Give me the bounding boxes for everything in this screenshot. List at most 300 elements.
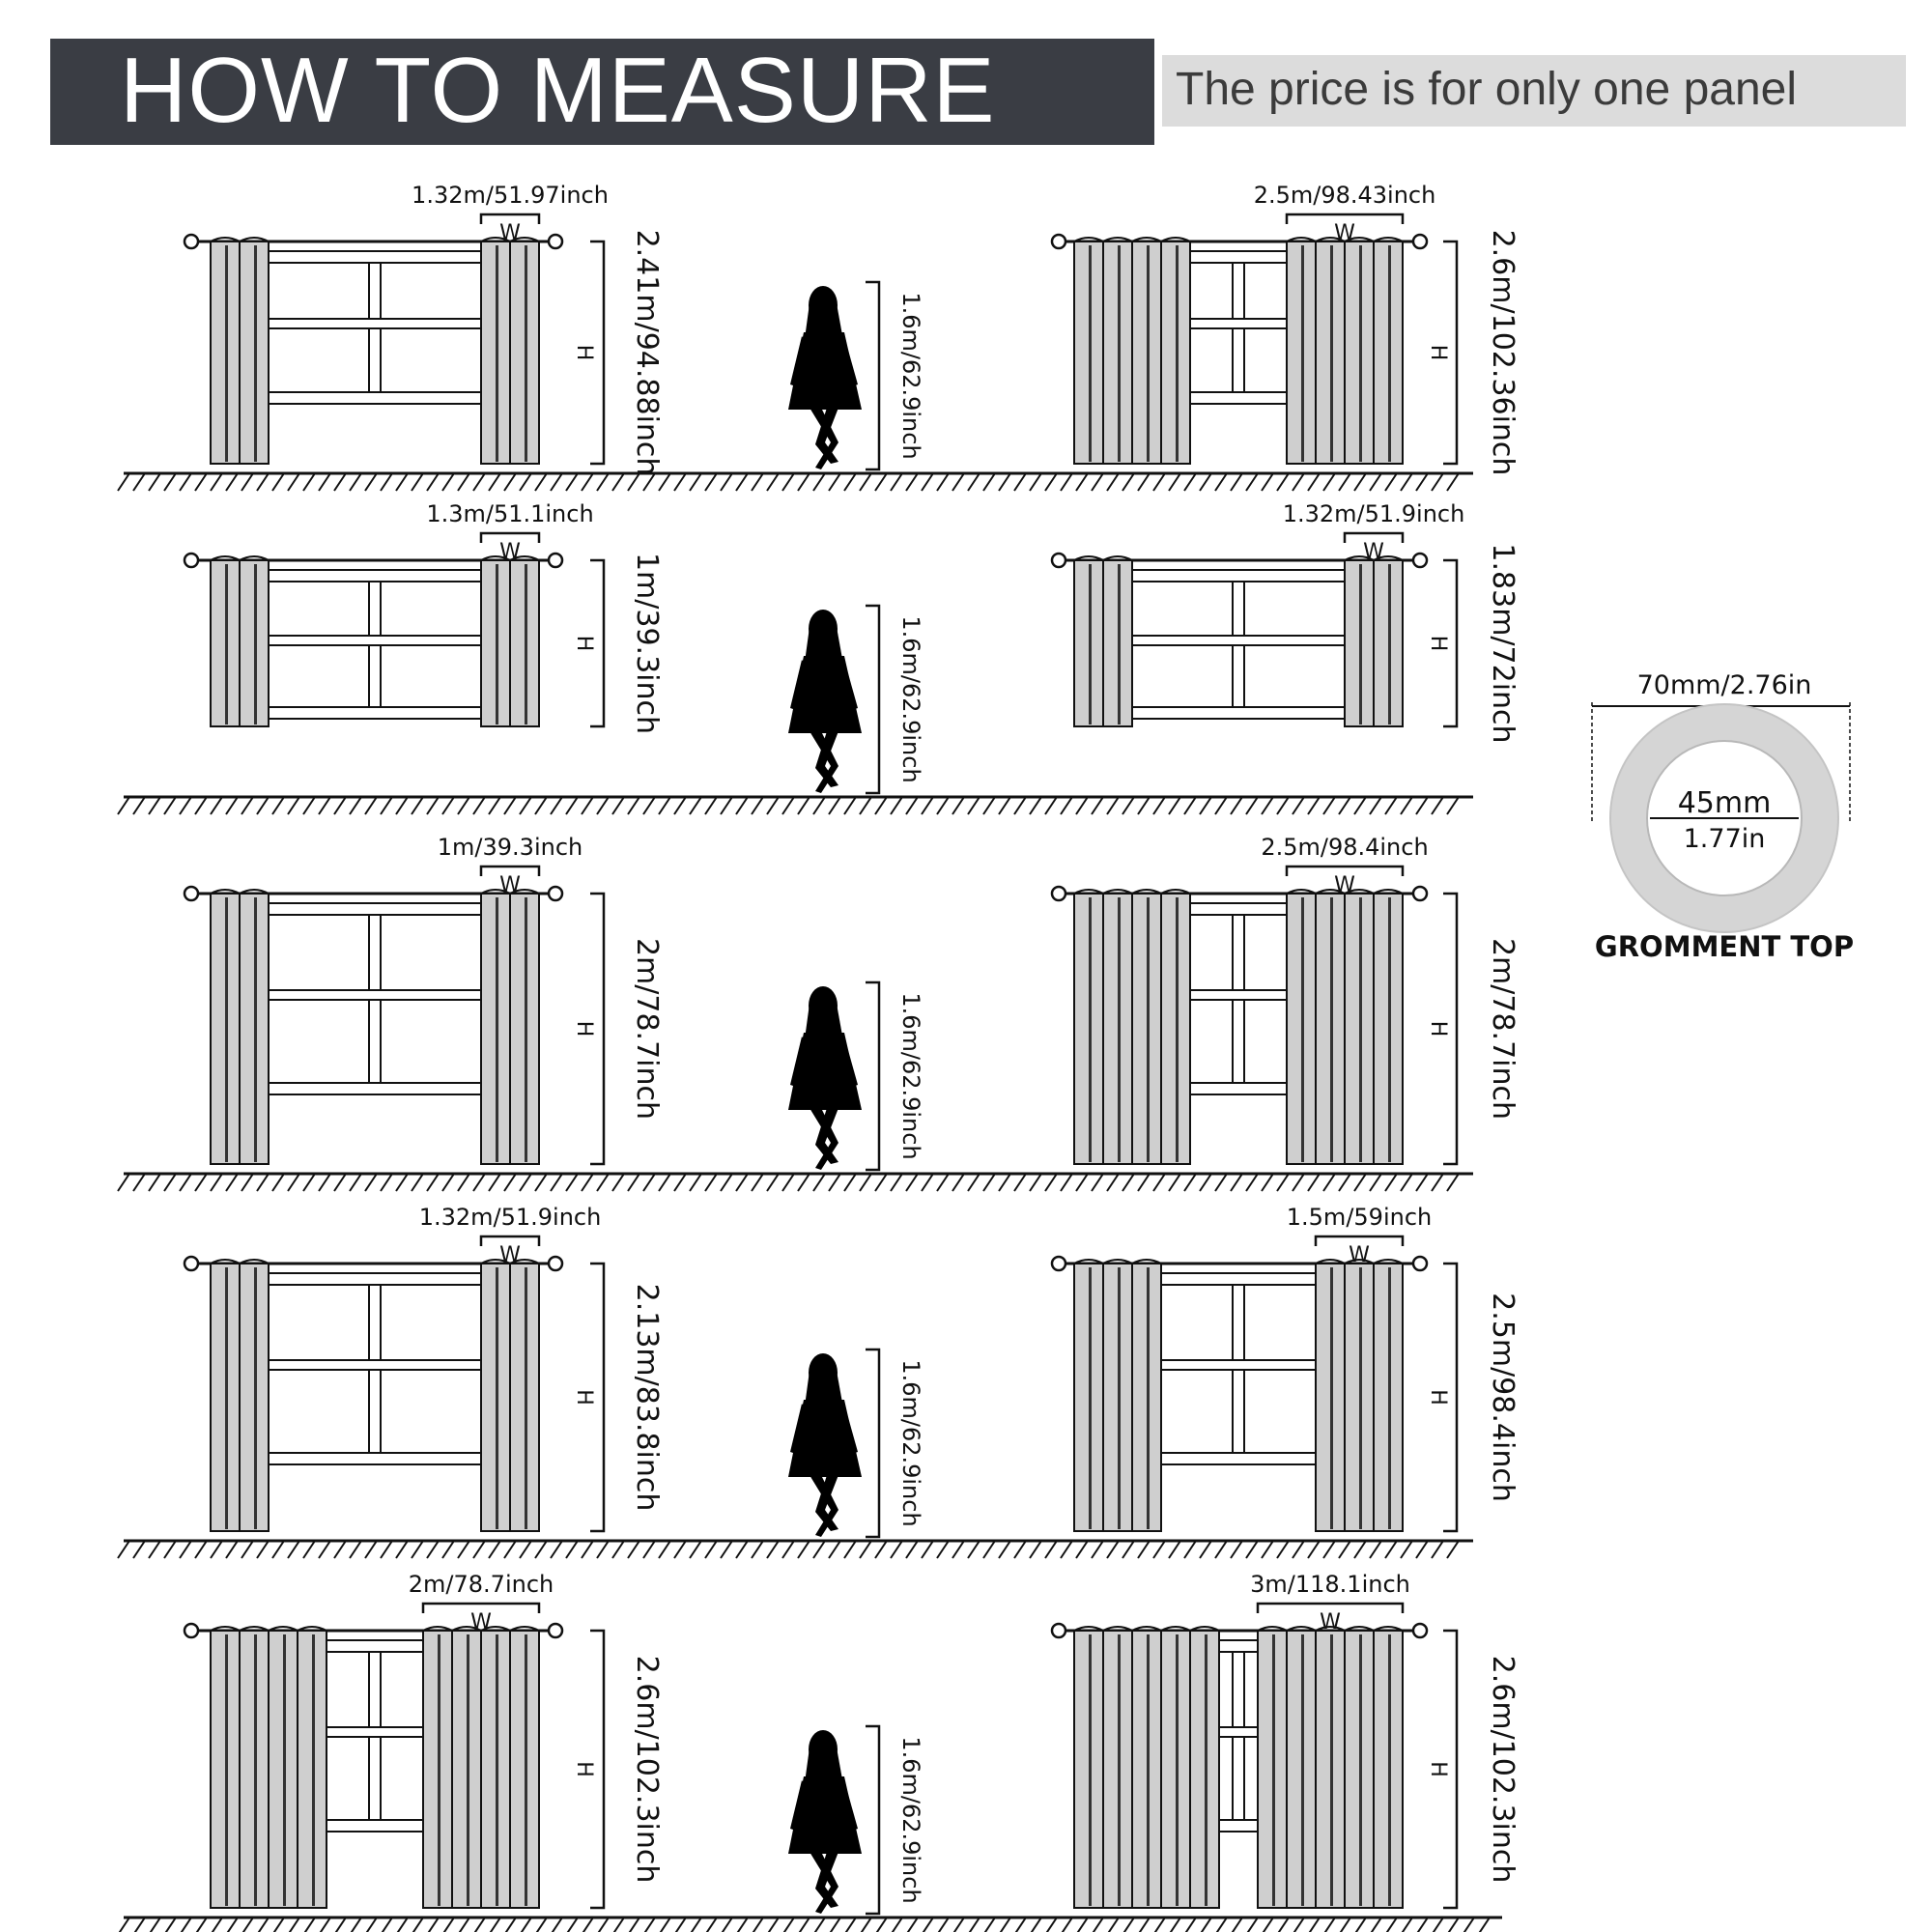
floor-hatch — [1014, 1174, 1026, 1191]
rod-finial-right — [1413, 235, 1427, 248]
floor-hatch — [1215, 797, 1227, 814]
floor-hatch — [551, 1918, 562, 1932]
floor-hatch — [612, 1918, 624, 1932]
floor-hatch — [1200, 797, 1211, 814]
width-marker: W — [1349, 1243, 1370, 1267]
floor-hatch — [1107, 1174, 1119, 1191]
floor-hatch — [381, 1174, 392, 1191]
floor-hatch — [906, 797, 918, 814]
floor-hatch — [1122, 1918, 1134, 1932]
floor-hatch — [1432, 1174, 1443, 1191]
rod-finial-left — [185, 887, 198, 900]
window-sill — [1186, 1083, 1291, 1094]
floor-hatch — [736, 797, 748, 814]
floor-hatch — [659, 1918, 670, 1932]
floor-hatch — [442, 473, 454, 491]
floor-hatch — [520, 1918, 531, 1932]
floor-hatch — [767, 1918, 779, 1932]
window-lintel — [265, 251, 485, 263]
floor-hatch — [952, 1174, 964, 1191]
floor-hatch — [319, 473, 330, 491]
floor-hatch — [1122, 1174, 1134, 1191]
floor-hatch — [752, 473, 763, 491]
floor-hatch — [427, 1541, 439, 1558]
width-label: 3m/118.1inch — [1250, 1571, 1410, 1598]
floor-hatch — [1045, 1174, 1057, 1191]
floor-hatch — [829, 473, 840, 491]
floor-hatch — [1092, 473, 1103, 491]
floor-hatch — [350, 1918, 361, 1932]
floor-hatch — [612, 797, 624, 814]
floor-hatch — [566, 1918, 578, 1932]
floor-hatch — [736, 1541, 748, 1558]
floor-hatch — [1308, 1541, 1320, 1558]
floor-hatch — [1401, 1174, 1412, 1191]
floor-hatch — [628, 1541, 639, 1558]
floor-hatch — [396, 473, 408, 491]
floor-hatch — [303, 797, 315, 814]
floor-hatch — [1153, 473, 1165, 491]
floor-hatch — [504, 473, 516, 491]
floor-hatch — [1308, 797, 1320, 814]
width-label: 1.5m/59inch — [1286, 1204, 1433, 1231]
person-height-bracket — [866, 982, 879, 1170]
floor-hatch — [272, 1918, 284, 1932]
floor-hatch — [1076, 1541, 1088, 1558]
rod-finial-right — [1413, 554, 1427, 567]
floor-hatch — [149, 1541, 160, 1558]
floor-hatch — [813, 1174, 825, 1191]
floor-hatch — [705, 473, 717, 491]
floor-hatch — [1107, 1541, 1119, 1558]
floor-hatch — [427, 1918, 439, 1932]
floor-hatch — [1169, 1174, 1180, 1191]
floor-hatch — [226, 797, 238, 814]
width-marker: W — [499, 221, 521, 245]
floor-hatch — [412, 1174, 423, 1191]
floor-hatch — [937, 473, 949, 491]
floor-hatch — [334, 797, 346, 814]
floor-hatch — [983, 1541, 995, 1558]
floor-hatch — [180, 1918, 191, 1932]
floor-hatch — [690, 1541, 701, 1558]
window-transom — [323, 1727, 427, 1737]
floor-hatch — [1277, 1918, 1289, 1932]
window-sill — [265, 392, 485, 404]
floor-hatch — [350, 1541, 361, 1558]
floor-hatch — [1447, 797, 1459, 814]
window-sill — [1157, 1453, 1320, 1464]
floor-hatch — [1030, 797, 1041, 814]
floor-hatch — [952, 797, 964, 814]
window-lintel — [1186, 903, 1291, 915]
floor-hatch — [1030, 1918, 1041, 1932]
floor-hatch — [489, 1174, 500, 1191]
floor-hatch — [427, 473, 439, 491]
floor-hatch — [752, 797, 763, 814]
floor-hatch — [782, 797, 794, 814]
floor-hatch — [1215, 1541, 1227, 1558]
floor-hatch — [875, 797, 887, 814]
floor-hatch — [767, 1174, 779, 1191]
floor-hatch — [983, 1918, 995, 1932]
floor-hatch — [1030, 473, 1041, 491]
floor-hatch — [1215, 1174, 1227, 1191]
floor-hatch — [1370, 473, 1381, 491]
floor-hatch — [412, 1918, 423, 1932]
floor-hatch — [180, 1541, 191, 1558]
floor-hatch — [1432, 797, 1443, 814]
floor-hatch — [1014, 1541, 1026, 1558]
floor-hatch — [242, 1174, 253, 1191]
window-sill — [1128, 707, 1349, 719]
person-height-label: 1.6m/62.9inch — [897, 292, 924, 460]
rod-finial-right — [549, 887, 562, 900]
floor-hatch — [597, 1174, 609, 1191]
floor-hatch — [922, 473, 933, 491]
floor-hatch — [1231, 797, 1242, 814]
floor-hatch — [1432, 473, 1443, 491]
floor-hatch — [813, 1541, 825, 1558]
rod-finial-left — [1052, 235, 1065, 248]
floor-hatch — [999, 1918, 1010, 1932]
floor-hatch — [520, 1174, 531, 1191]
floor-hatch — [566, 1174, 578, 1191]
rod-finial-right — [549, 235, 562, 248]
floor-hatch — [643, 473, 655, 491]
width-label: 2.5m/98.43inch — [1253, 182, 1436, 209]
floor-hatch — [211, 473, 222, 491]
floor-hatch — [1416, 473, 1428, 491]
floor-hatch — [891, 1541, 902, 1558]
floor-hatch — [582, 473, 593, 491]
width-marker: W — [1320, 1610, 1341, 1634]
window-sill — [323, 1820, 427, 1832]
floor-hatch — [226, 1918, 238, 1932]
window-sill — [265, 1083, 485, 1094]
floor-hatch — [566, 797, 578, 814]
floor-hatch — [226, 1541, 238, 1558]
floor-hatch — [303, 1174, 315, 1191]
floor-hatch — [396, 797, 408, 814]
floor-hatch — [195, 1918, 207, 1932]
floor-hatch — [1231, 1918, 1242, 1932]
floor-hatch — [597, 797, 609, 814]
floor-hatch — [1354, 1918, 1366, 1932]
floor-hatch — [1107, 1918, 1119, 1932]
window-transom — [1215, 1727, 1262, 1737]
floor-hatch — [643, 1541, 655, 1558]
floor-hatch — [1416, 797, 1428, 814]
rod-finial-left — [1052, 554, 1065, 567]
floor-hatch — [767, 1541, 779, 1558]
height-label: 2.6m/102.3inch — [630, 1655, 664, 1884]
window-transom — [1128, 636, 1349, 645]
row-2-person-icon — [788, 606, 924, 793]
row-5-left-curtain — [185, 1571, 664, 1908]
floor-hatch — [798, 473, 810, 491]
row-1-right-curtain — [1052, 182, 1520, 475]
rod-finial-left — [185, 1257, 198, 1270]
floor-hatch — [149, 797, 160, 814]
floor-hatch — [535, 473, 547, 491]
floor-hatch — [504, 797, 516, 814]
floor-hatch — [952, 473, 964, 491]
grommet-inner-label-in: 1.77in — [1683, 824, 1766, 854]
floor-hatch — [242, 1541, 253, 1558]
floor-hatch — [1184, 473, 1196, 491]
floor-hatch — [164, 1174, 176, 1191]
floor-hatch — [891, 1174, 902, 1191]
grommet-outer-label: 70mm/2.76in — [1636, 670, 1812, 700]
floor-hatch — [922, 1174, 933, 1191]
person-height-bracket — [866, 1726, 879, 1914]
floor-hatch — [1061, 1541, 1072, 1558]
floor-hatch — [1061, 1174, 1072, 1191]
floor-hatch — [983, 1174, 995, 1191]
grommet-caption: GROMMENT TOP — [1594, 930, 1855, 963]
floor-hatch — [473, 473, 485, 491]
floor-hatch — [458, 473, 469, 491]
floor-hatch — [891, 1918, 902, 1932]
floor-hatch — [1339, 1174, 1350, 1191]
floor-hatch — [721, 1918, 732, 1932]
floor-hatch — [1416, 1174, 1428, 1191]
floor-hatch — [381, 473, 392, 491]
floor-hatch — [1153, 797, 1165, 814]
floor-hatch — [164, 473, 176, 491]
row-1-person-icon — [788, 282, 924, 469]
floor-hatch — [937, 797, 949, 814]
floor-hatch — [211, 797, 222, 814]
window-sill — [265, 1453, 485, 1464]
floor-hatch — [272, 797, 284, 814]
row-5-right-curtain — [1052, 1571, 1520, 1908]
floor-hatch — [736, 473, 748, 491]
floor-hatch — [1153, 1174, 1165, 1191]
floor-hatch — [133, 1918, 145, 1932]
floor-hatch — [473, 1174, 485, 1191]
width-marker: W — [499, 1243, 521, 1267]
floor-hatch — [782, 1541, 794, 1558]
floor-hatch — [705, 797, 717, 814]
floor-hatch — [860, 1918, 871, 1932]
floor-hatch — [1169, 797, 1180, 814]
rod-finial-right — [549, 1257, 562, 1270]
window-transom — [265, 636, 485, 645]
floor-hatch — [875, 1541, 887, 1558]
floor-hatch — [937, 1918, 949, 1932]
floor-hatch — [133, 473, 145, 491]
floor-hatch — [1432, 1541, 1443, 1558]
floor-hatch — [690, 473, 701, 491]
floor-hatch — [721, 1541, 732, 1558]
person-height-label: 1.6m/62.9inch — [897, 615, 924, 783]
floor-hatch — [752, 1541, 763, 1558]
floor-hatch — [1432, 1918, 1443, 1932]
floor-hatch — [582, 1174, 593, 1191]
person-height-bracket — [866, 282, 879, 469]
floor-hatch — [211, 1174, 222, 1191]
window-sill — [1215, 1820, 1262, 1832]
floor-hatch — [303, 1918, 315, 1932]
height-label: 2.41m/94.88inch — [630, 229, 664, 476]
price-note: The price is for only one panel — [1176, 64, 1798, 115]
floor-hatch — [628, 1918, 639, 1932]
window-icon — [1128, 570, 1349, 719]
floor-hatch — [1014, 797, 1026, 814]
floor-hatch — [1200, 1174, 1211, 1191]
floor-hatch — [504, 1918, 516, 1932]
rod-finial-left — [1052, 887, 1065, 900]
floor-hatch — [1138, 797, 1150, 814]
floor-hatch — [319, 1918, 330, 1932]
window-icon — [323, 1640, 427, 1832]
floor-hatch — [288, 797, 299, 814]
floor-hatch — [1030, 1541, 1041, 1558]
floor-hatch — [705, 1541, 717, 1558]
floor-hatch — [875, 1918, 887, 1932]
floor-hatch — [1092, 1918, 1103, 1932]
floor-hatch — [1293, 797, 1304, 814]
floor-hatch — [473, 1541, 485, 1558]
floor-hatch — [211, 1541, 222, 1558]
floor-hatch — [164, 1918, 176, 1932]
floor-hatch — [628, 473, 639, 491]
floor-hatch — [381, 797, 392, 814]
floor-hatch — [721, 797, 732, 814]
height-label: 2.13m/83.8inch — [630, 1283, 664, 1512]
rod-finial-left — [185, 235, 198, 248]
window-icon — [1157, 1273, 1320, 1464]
floor-hatch — [1370, 797, 1381, 814]
floor-hatch — [1076, 1174, 1088, 1191]
floor-hatch — [798, 797, 810, 814]
floor-hatch — [1447, 473, 1459, 491]
floor-hatch — [520, 473, 531, 491]
floor-hatch — [1014, 1918, 1026, 1932]
floor-hatch — [350, 473, 361, 491]
floor-hatch — [1231, 473, 1242, 491]
floor-hatch — [1200, 1541, 1211, 1558]
floor-hatch — [952, 1541, 964, 1558]
height-marker: H — [1426, 635, 1450, 652]
floor-hatch — [319, 797, 330, 814]
floor-hatch — [1122, 473, 1134, 491]
floor-hatch — [1045, 473, 1057, 491]
floor-hatch — [473, 797, 485, 814]
floor-hatch — [952, 1918, 964, 1932]
floor-hatch — [458, 1918, 469, 1932]
floor-hatch — [1354, 473, 1366, 491]
floor-hatch — [1076, 473, 1088, 491]
floor-hatch — [458, 797, 469, 814]
floor-hatch — [643, 1174, 655, 1191]
floor-hatch — [1277, 1541, 1289, 1558]
rod-finial-left — [185, 1624, 198, 1637]
floor-hatch — [535, 1918, 547, 1932]
floor-hatch — [381, 1918, 392, 1932]
floor-hatch — [1323, 1174, 1335, 1191]
floor-hatch — [1354, 797, 1366, 814]
floor-hatch — [1061, 797, 1072, 814]
window-transom — [265, 319, 485, 328]
floor-hatch — [350, 1174, 361, 1191]
floor-hatch — [1138, 473, 1150, 491]
floor-hatch — [798, 1918, 810, 1932]
floor-hatch — [891, 797, 902, 814]
row-2-right-curtain — [1052, 500, 1520, 744]
floor-hatch — [1231, 1541, 1242, 1558]
floor-hatch — [1184, 1918, 1196, 1932]
floor-hatch — [674, 1174, 686, 1191]
rod-finial-right — [1413, 1624, 1427, 1637]
floor-hatch — [1246, 797, 1258, 814]
floor-hatch — [1262, 1541, 1273, 1558]
width-marker: W — [1334, 221, 1355, 245]
floor-hatch — [1385, 1174, 1397, 1191]
floor-hatch — [242, 1918, 253, 1932]
floor-hatch — [1030, 1174, 1041, 1191]
row-4-person-icon — [788, 1350, 924, 1537]
floor-hatch — [288, 1541, 299, 1558]
floor-hatch — [288, 1918, 299, 1932]
floor-hatch — [582, 797, 593, 814]
floor-hatch — [612, 473, 624, 491]
floor-hatch — [968, 1918, 980, 1932]
floor-hatch — [334, 1918, 346, 1932]
floor-hatch — [674, 797, 686, 814]
floor-hatch — [288, 473, 299, 491]
floor-hatch — [520, 1541, 531, 1558]
floor-hatch — [118, 473, 129, 491]
floor-hatch — [1153, 1541, 1165, 1558]
floor-hatch — [504, 1541, 516, 1558]
floor-hatch — [272, 1174, 284, 1191]
window-icon — [1215, 1640, 1262, 1832]
floor-hatch — [906, 473, 918, 491]
window-transom — [1157, 1360, 1320, 1370]
floor-hatch — [1184, 1541, 1196, 1558]
width-label: 1m/39.3inch — [437, 834, 583, 861]
floor-hatch — [458, 1541, 469, 1558]
floor-hatch — [1308, 1174, 1320, 1191]
floor-hatch — [1169, 1541, 1180, 1558]
window-icon — [265, 251, 485, 404]
window-lintel — [323, 1640, 427, 1652]
floor-hatch — [674, 473, 686, 491]
floor-hatch — [829, 1918, 840, 1932]
height-marker: H — [572, 1389, 596, 1406]
floor-hatch — [1277, 1174, 1289, 1191]
floor-hatch — [643, 797, 655, 814]
floor-hatch — [752, 1918, 763, 1932]
floor-hatch — [813, 797, 825, 814]
floor-hatch — [1308, 1918, 1320, 1932]
row-1-floor — [118, 473, 1473, 491]
floor-hatch — [922, 1541, 933, 1558]
floor-hatch — [659, 1541, 670, 1558]
floor-hatch — [1401, 1918, 1412, 1932]
window-icon — [1186, 251, 1291, 404]
window-lintel — [265, 903, 485, 915]
floor-hatch — [412, 797, 423, 814]
rod-finial-left — [1052, 1624, 1065, 1637]
floor-hatch — [133, 1174, 145, 1191]
rod-finial-left — [1052, 1257, 1065, 1270]
width-label: 1.3m/51.1inch — [426, 500, 594, 527]
floor-hatch — [875, 1174, 887, 1191]
